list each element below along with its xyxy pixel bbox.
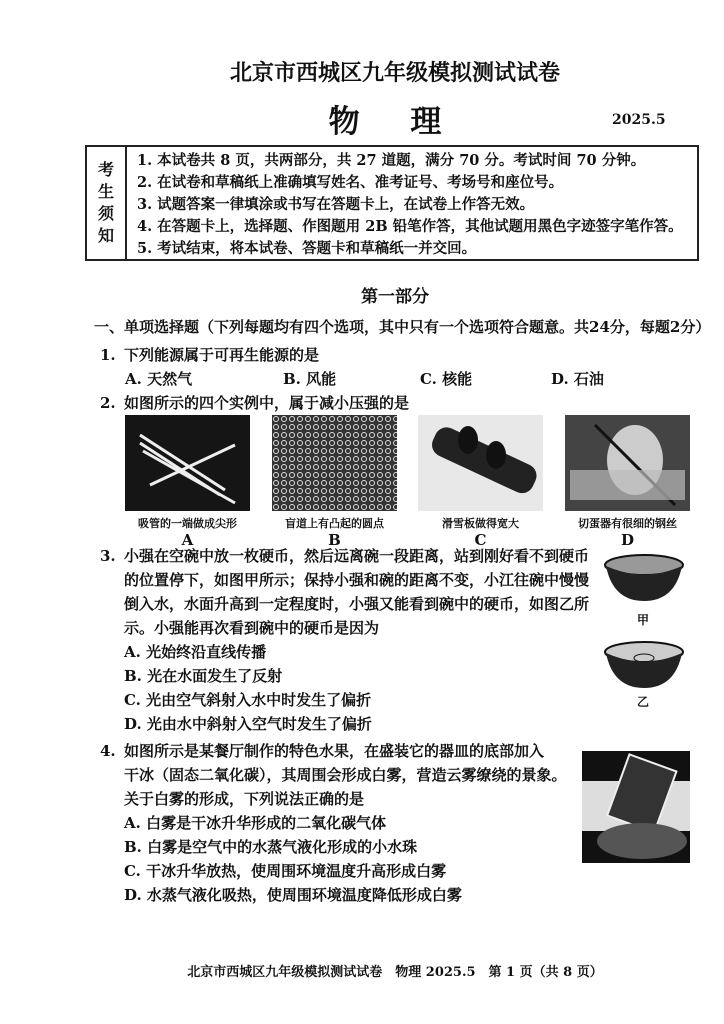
notice-items — [127, 147, 697, 259]
question-text: 倒入水，水面升高到一定程度时，小强又能看到碗中的硬币，如图乙所 — [124, 595, 590, 613]
option-c: C. 干冰升华放热，使周围环境温度升高形成白雾 — [124, 862, 447, 880]
question-2 — [100, 391, 410, 415]
question-text: 如图所示的四个实例中，属于减小压强的是 — [124, 394, 410, 412]
question-3 — [100, 544, 604, 736]
notice-label-char: 生 — [97, 182, 114, 201]
question-text: 下列能源属于可再生能源的是 — [124, 346, 320, 364]
question-number: 1. — [100, 346, 116, 364]
option-a: A. 白雾是干冰升华形成的二氧化碳气体 — [124, 814, 387, 832]
letter-c: C — [474, 531, 487, 549]
figure-label-jia: 甲 — [637, 613, 650, 627]
dry-ice-fruit-image — [582, 751, 690, 863]
exam-date: 2025.5 — [612, 112, 666, 128]
question-text: 干冰（固态二氧化碳），其周围会形成白雾，营造云雾缭绕的景象。 — [124, 766, 567, 784]
notice-label — [87, 147, 127, 259]
notice-item: 4. 在答题卡上，选择题、作图题用 2B 铅笔作答，其他试题用黑色字迹签字笔作答。 — [137, 218, 683, 235]
question-text: 示。小强能再次看到碗中的硬币是因为 — [124, 619, 380, 637]
question-number: 2. — [100, 394, 116, 412]
snowboard-image — [418, 415, 543, 511]
notice-item: 1. 本试卷共 8 页，共两部分，共 27 道题，满分 70 分。考试时间 70 分钟。 — [137, 152, 646, 169]
notice-box — [85, 145, 699, 261]
exam-title: 北京市西城区九年级模拟测试试卷 — [229, 60, 560, 86]
question-text: 如图所示是某餐厅制作的特色水果，在盛装它的器皿的底部加入 — [124, 742, 545, 760]
option-b: B. 光在水面发生了反射 — [124, 667, 283, 685]
notice-item: 3. 试题答案一律填涂或书写在答题卡上，在试卷上作答无效。 — [137, 196, 535, 213]
caption-d: 切蛋器有很细的钢丝 — [578, 517, 677, 530]
caption-a: 吸管的一端做成尖形 — [138, 517, 237, 530]
page-footer: 北京市西城区九年级模拟测试试卷 物理 2025.5 第 1 页（共 8 页） — [187, 965, 603, 980]
option-b: B. 风能 — [283, 370, 337, 388]
question-text: 的位置停下，如图甲所示；保持小强和碗的距离不变，小江往碗中慢慢 — [124, 571, 590, 589]
notice-label-char: 须 — [97, 204, 114, 223]
option-a: A. 天然气 — [125, 370, 193, 388]
option-a: A. 光始终沿直线传播 — [124, 643, 267, 661]
question-text: 关于白雾的形成，下列说法正确的是 — [124, 790, 365, 808]
option-d: D. 水蒸气液化吸热，使周围环境温度降低形成白雾 — [124, 886, 462, 904]
option-d: D. 光由水中斜射入空气时发生了偏折 — [124, 715, 372, 733]
notice-label-char: 考 — [97, 160, 114, 179]
notice-item: 2. 在试卷和草稿纸上准确填写姓名、准考证号、考场号和座位号。 — [137, 174, 564, 191]
option-c: C. 核能 — [420, 370, 473, 388]
tactile-paving-image — [272, 415, 397, 511]
figure-label-yi: 乙 — [637, 695, 650, 709]
caption-c: 滑雪板做得宽大 — [442, 517, 519, 530]
option-b: B. 白雾是空气中的水蒸气液化形成的小水珠 — [124, 838, 418, 856]
egg-slicer-image — [565, 415, 690, 511]
section-heading: 一、单项选择题（下列每题均有四个选项，其中只有一个选项符合题意。共24分，每题2分） — [94, 318, 711, 336]
option-c: C. 光由空气斜射入水中时发生了偏折 — [124, 691, 372, 709]
question-text: 小强在空碗中放一枚硬币，然后远离碗一段距离，站到刚好看不到硬币 — [124, 547, 590, 565]
notice-item: 5. 考试结束，将本试卷、答题卡和草稿纸一并交回。 — [137, 240, 477, 257]
question-number: 3. — [100, 547, 116, 565]
question-4 — [100, 739, 584, 907]
question-number: 4. — [100, 742, 116, 760]
letter-a: A — [181, 531, 194, 549]
letter-d: D — [620, 531, 634, 549]
straws-image — [125, 415, 250, 511]
bowl-water-image — [603, 640, 685, 690]
question-1 — [100, 343, 320, 367]
caption-b: 盲道上有凸起的圆点 — [285, 517, 384, 530]
option-d: D. 石油 — [551, 370, 604, 388]
part-heading: 第一部分 — [361, 287, 429, 307]
notice-label-char: 知 — [97, 226, 114, 245]
letter-b: B — [328, 531, 341, 549]
subject-title: 物 理 — [328, 104, 462, 140]
bowl-empty-image — [603, 553, 685, 603]
